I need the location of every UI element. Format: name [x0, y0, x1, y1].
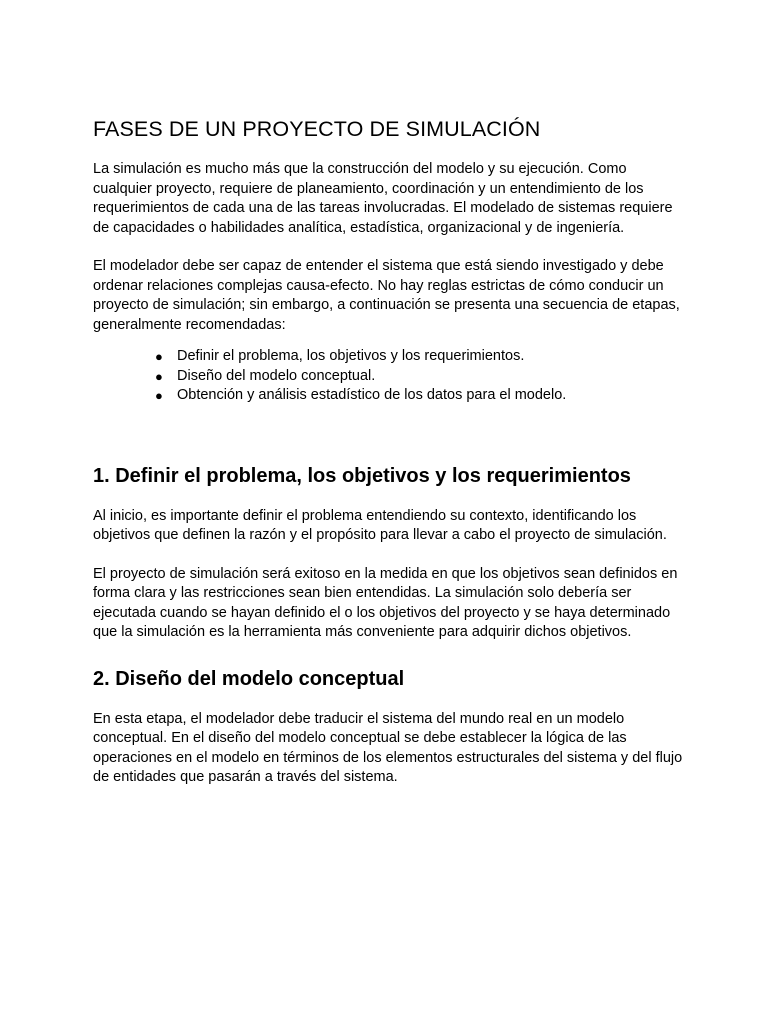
section-heading-2: 2. Diseño del modelo conceptual: [93, 667, 405, 690]
bullet-icon: ●: [155, 349, 163, 364]
stages-list: [93, 347, 683, 406]
document-title: FASES DE UN PROYECTO DE SIMULACIÓN: [93, 117, 541, 141]
intro-paragraph-2: El modelador debe ser capaz de entender el sistema que está siendo investigado y debe ordenar relaciones complejas causa-efecto. No hay reglas estrictas de cómo conducir un proyecto de simulación; sin embargo, a continuación se presenta una secuencia de etapas, generalmente recomendadas:: [93, 258, 680, 333]
list-item-text: Definir el problema, los objetivos y los requerimientos.: [177, 348, 525, 364]
section-2-paragraph-1: En esta etapa, el modelador debe traducir el sistema del mundo real en un modelo conceptual. En el diseño del modelo conceptual se debe establecer la lógica de las operaciones en el modelo en términos de los elementos estructurales del sistema y del flujo de entidades que pasarán a través del sistema.: [93, 710, 683, 785]
list-item: [155, 347, 683, 367]
intro-paragraph-1: La simulación es mucho más que la construcción del modelo y su ejecución. Como cualquier proyecto, requiere de planeamiento, coordinación y un entendimiento de los requerimientos de cada una de las tareas involucradas. El modelado de sistemas requiere de capacidades o habilidades analítica, estadística, organizacional y de ingeniería.: [93, 161, 673, 236]
list-item-text: Diseño del modelo conceptual.: [177, 367, 376, 384]
list-item: [155, 367, 683, 387]
list-item: [155, 386, 683, 406]
bullet-icon: ●: [155, 388, 163, 403]
section-1-paragraph-1: Al inicio, es importante definir el problema entendiendo su contexto, identificando los objetivos que definen la razón y el propósito para llevar a cabo el proyecto de simulación.: [93, 507, 667, 543]
section-heading-1: 1. Definir el problema, los objetivos y los requerimientos: [93, 464, 631, 487]
section-1-paragraph-2: El proyecto de simulación será exitoso en la medida en que los objetivos sean definidos en forma clara y las restricciones sean bien entendidas. La simulación solo debería ser ejecutada cuando se hayan definido el o los objetivos del proyecto y se haya determinado que la simulación es la herramienta más conveniente para adquirir dichos objetivos.: [93, 565, 678, 640]
bullet-icon: ●: [155, 368, 163, 384]
list-item-text: Obtención y análisis estadístico de los datos para el modelo.: [177, 387, 567, 403]
document-page: [93, 114, 683, 807]
